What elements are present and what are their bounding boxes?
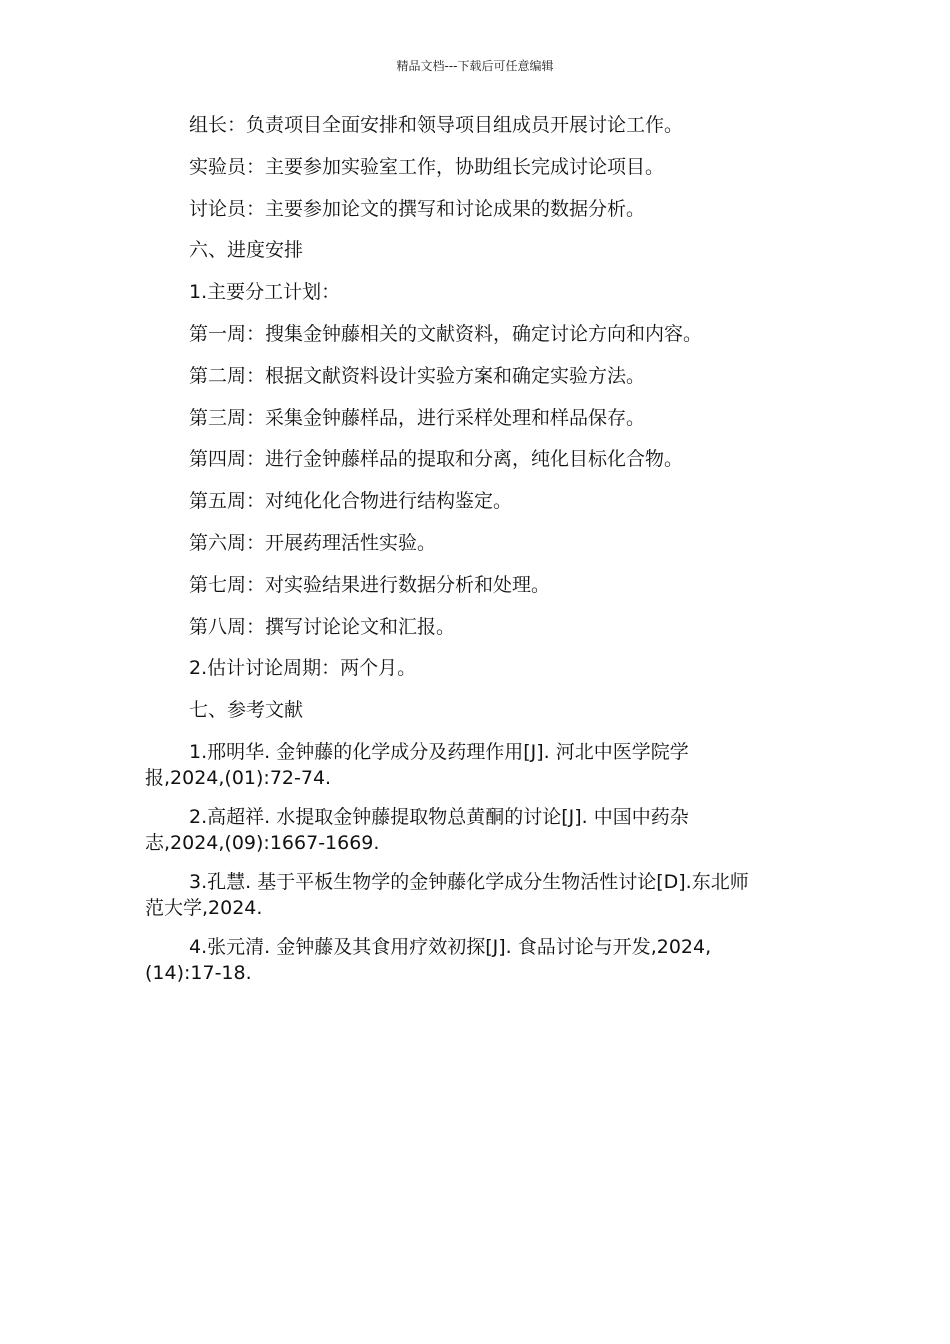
reference-line-continued: 志,2024,(09):1667-1669.: [145, 831, 380, 854]
document-body: [145, 112, 810, 999]
reference-item: [145, 804, 810, 856]
paragraph-researcher: 讨论员：主要参加论文的撰写和讨论成果的数据分析。: [189, 197, 646, 220]
reference-line: 1.邢明华. 金钟藤的化学成分及药理作用[J]. 河北中医学院学: [189, 740, 689, 763]
schedule-week-3: 第三周：采集金钟藤样品，进行采样处理和样品保存。: [189, 406, 646, 429]
section-heading-references: 七、参考文献: [189, 699, 304, 722]
schedule-week-4: 第四周：进行金钟藤样品的提取和分离，纯化目标化合物。: [189, 448, 684, 471]
schedule-week-8: 第八周：撰写讨论论文和汇报。: [189, 615, 456, 638]
schedule-week-1: 第一周：搜集金钟藤相关的文献资料，确定讨论方向和内容。: [189, 322, 703, 345]
paragraph-lab-member: 实验员：主要参加实验室工作，协助组长完成讨论项目。: [189, 155, 665, 178]
reference-line: 4.张元清. 金钟藤及其食用疗效初探[J]. 食品讨论与开发,2024,: [189, 935, 712, 958]
section-heading-schedule: 六、进度安排: [189, 239, 304, 262]
page-header: 精品文档---下载后可任意编辑: [396, 59, 554, 73]
reference-item: [145, 739, 810, 791]
reference-line: 2.高超祥. 水提取金钟藤提取物总黄酮的讨论[J]. 中国中药杂: [189, 805, 689, 828]
reference-line-continued: 报,2024,(01):72-74.: [145, 766, 332, 789]
subheading-estimated-period: 2.估计讨论周期：两个月。: [189, 657, 417, 680]
schedule-week-6: 第六周：开展药理活性实验。: [189, 531, 437, 554]
subheading-work-plan: 1.主要分工计划：: [189, 281, 341, 304]
reference-line-continued: 范大学,2024.: [145, 896, 263, 919]
paragraph-group-leader: 组长：负责项目全面安排和领导项目组成员开展讨论工作。: [189, 114, 684, 136]
reference-line-continued: (14):17-18.: [145, 961, 252, 984]
reference-item: [145, 934, 810, 986]
reference-item: [145, 869, 810, 921]
schedule-week-2: 第二周：根据文献资料设计实验方案和确定实验方法。: [189, 364, 646, 387]
schedule-week-5: 第五周：对纯化化合物进行结构鉴定。: [189, 490, 513, 513]
reference-line: 3.孔慧. 基于平板生物学的金钟藤化学成分生物活性讨论[D].东北师: [189, 870, 749, 893]
schedule-week-7: 第七周：对实验结果进行数据分析和处理。: [189, 573, 551, 596]
